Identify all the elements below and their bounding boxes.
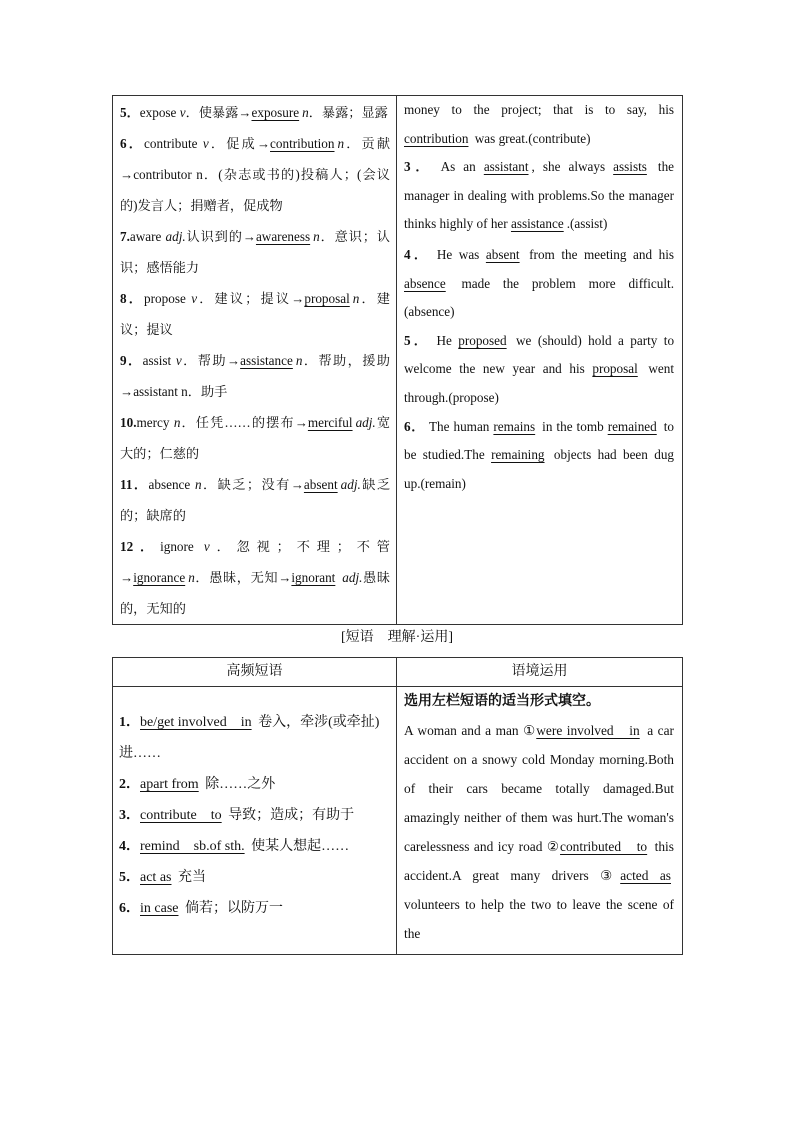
item-number: 6． — [119, 901, 140, 916]
meaning: 缺乏的；缺席的 — [120, 477, 391, 523]
answer-blank: assistant — [483, 159, 529, 175]
word: expose — [139, 105, 180, 120]
meaning: ．建议；提议→ — [197, 291, 305, 306]
item-number: 4． — [119, 839, 140, 854]
item-number: 2． — [119, 777, 140, 792]
answer-blank: apart from — [140, 777, 199, 792]
part-of-speech: n — [337, 136, 345, 151]
context-cell — [397, 687, 683, 955]
section-title: [短语 理解·运用] — [341, 630, 453, 645]
answer-blank: acted as — [620, 868, 671, 883]
item-number: 6． — [404, 418, 426, 434]
text: He was — [436, 246, 480, 262]
header-context: 语境运用 — [397, 658, 683, 687]
vocab-entry — [120, 531, 390, 624]
answer-blank: contribution — [404, 130, 469, 146]
worksheet — [112, 95, 682, 955]
meaning: ．任凭……的摆布→ — [180, 415, 308, 430]
vocab-entry — [120, 469, 390, 531]
item-number: 6． — [120, 136, 145, 151]
phrase-list-cell — [113, 687, 397, 955]
text: As an — [440, 159, 476, 175]
part-of-speech: n — [194, 477, 202, 492]
word-family-list — [113, 96, 396, 624]
phrase-item — [119, 707, 390, 769]
part-of-speech: n — [188, 570, 195, 585]
meaning: ．缺乏；没有→ — [201, 477, 304, 492]
meaning: 卷入，牵涉(或牵扯)进…… — [119, 715, 380, 761]
exercise-4 — [404, 241, 674, 327]
instruction: 选用左栏短语的适当形式填空。 — [404, 694, 600, 709]
part-of-speech: n — [302, 105, 309, 120]
text: .(assist) — [566, 216, 608, 232]
phrase-item — [119, 769, 390, 800]
answer-blank: proposal — [592, 361, 638, 377]
part-of-speech: n — [313, 229, 320, 244]
answer-blank: were involved in — [536, 723, 640, 738]
answer-blank: remained — [607, 418, 657, 434]
meaning: 充当 — [177, 870, 206, 885]
phrase-table — [112, 657, 683, 955]
part-of-speech: v — [203, 539, 210, 554]
text: made the problem more difficult.(absence) — [404, 275, 674, 320]
item-number: 3． — [404, 159, 434, 175]
answer-blank: remind sb.of sth. — [140, 839, 245, 854]
answer-blank: contributed to — [560, 839, 648, 854]
part-of-speech: adj. — [165, 229, 186, 244]
item-number: 5． — [404, 332, 431, 348]
answer-blank: be/get involved in — [140, 715, 252, 730]
meaning: ．促成→ — [208, 136, 271, 151]
word: propose — [144, 291, 192, 306]
phrase-list — [113, 687, 396, 932]
word: contribute — [144, 136, 203, 151]
item-number: 5． — [119, 870, 140, 885]
meaning: 宽大的；仁慈的 — [120, 415, 391, 461]
word: absence — [148, 477, 195, 492]
word: assist — [142, 353, 176, 368]
answer-blank: ignorance — [133, 570, 186, 585]
answer-blank: exposure — [251, 105, 300, 120]
word: ignore — [160, 539, 204, 554]
text: The human — [428, 418, 490, 434]
text: A woman and a man ① — [404, 723, 537, 738]
answer-blank: remains — [493, 418, 536, 434]
answer-blank: assistance — [510, 216, 564, 232]
vocab-entry — [120, 221, 390, 283]
word: aware — [129, 229, 166, 244]
meaning: ．使暴露→ — [185, 105, 252, 120]
answer-blank: contribute to — [140, 808, 222, 823]
part-of-speech: v — [179, 105, 186, 120]
meaning: 导致；造成；有助于 — [228, 808, 355, 823]
part-of-speech: v — [191, 291, 198, 306]
phrase-item — [119, 831, 390, 862]
item-number: 3． — [119, 808, 140, 823]
text: went through.(propose) — [404, 361, 674, 405]
item-number: 7. — [120, 229, 130, 244]
answer-blank: proposed — [458, 332, 507, 348]
context-passage — [397, 687, 682, 954]
text: volunteers to help the two to leave the scene of the — [404, 897, 674, 941]
exercise-3 — [404, 153, 674, 239]
meaning: ．暴露；显露 — [308, 105, 388, 120]
phrase-item — [119, 862, 390, 893]
vocab-right-cell — [397, 96, 683, 625]
meaning: ．帮助，援助→assistant n．助手 — [120, 353, 390, 399]
part-of-speech: n — [352, 291, 360, 306]
meaning: 使某人想起…… — [251, 839, 350, 854]
item-number: 11． — [120, 477, 149, 492]
answer-blank: awareness — [255, 229, 311, 244]
exercise-5 — [404, 327, 674, 413]
answer-blank: ignorant — [291, 570, 336, 585]
text: to be studied.The — [404, 418, 675, 463]
text: a car accident on a snowy cold Monday morning.Both of their cars became totally damaged.But amazingly neither of them was hurt.The woman's carelessness and icy road ② — [404, 723, 674, 854]
meaning: 认识到的→ — [185, 229, 256, 244]
meaning: ．帮助→ — [181, 353, 241, 368]
item-number: 5． — [120, 105, 140, 120]
part-of-speech: v — [175, 353, 182, 368]
text: He — [436, 332, 452, 348]
vocab-entry — [120, 345, 390, 407]
part-of-speech: n — [173, 415, 181, 430]
answer-blank: act as — [140, 870, 172, 885]
part-of-speech: v — [202, 136, 209, 151]
answer-blank: merciful — [307, 415, 353, 430]
item-number: 12． — [120, 539, 161, 554]
text: we (should) hold a party to welcome the new year and his — [404, 332, 675, 377]
text: in the tomb — [542, 418, 604, 434]
text: was great.(contribute) — [474, 130, 591, 146]
vocab-entry — [120, 407, 390, 469]
word: mercy — [136, 415, 174, 430]
exercise-continued — [404, 96, 674, 153]
item-number: 10. — [120, 415, 137, 430]
answer-blank: assists — [613, 159, 647, 175]
exercise-6 — [404, 413, 674, 499]
header-phrases: 高频短语 — [113, 658, 397, 687]
part-of-speech: adj. — [355, 415, 376, 430]
vocab-entry — [120, 283, 390, 345]
text: , she always — [531, 159, 606, 175]
meaning: 愚昧的，无知的 — [120, 570, 391, 616]
text: this accident.A great many drivers ③ — [404, 839, 674, 883]
part-of-speech: adj. — [342, 570, 363, 585]
answer-blank: absence — [404, 275, 446, 291]
meaning: ．意识；认识；感悟能力 — [120, 229, 390, 275]
vocab-table — [112, 95, 683, 625]
answer-blank: absent — [303, 477, 338, 492]
text: money to the project; that is to say, his — [404, 102, 674, 117]
text: objects had been dug up.(remain) — [404, 447, 675, 491]
answer-blank: remaining — [491, 447, 545, 463]
answer-blank: proposal — [304, 291, 350, 306]
text: the manager in dealing with problems.So the manager thinks highly of her — [404, 159, 675, 232]
item-number: 8． — [120, 291, 145, 306]
word-form-exercises — [397, 96, 682, 498]
part-of-speech: n — [295, 353, 303, 368]
answer-blank: in case — [140, 901, 179, 916]
vocab-left-cell — [113, 96, 397, 625]
meaning: ．愚昧，无知→ — [194, 570, 292, 585]
vocab-entry — [120, 128, 390, 221]
vocab-entry — [120, 97, 390, 128]
item-number: 4． — [404, 246, 431, 262]
meaning: ．贡献→contributor n．(杂志或书的)投稿人；(会议的)发言人；捐赠者，促成物 — [120, 136, 391, 213]
meaning: ．建议；提议 — [120, 291, 390, 337]
phrase-item — [119, 800, 390, 831]
meaning: 倘若；以防万一 — [184, 901, 283, 916]
item-number: 9． — [120, 353, 143, 368]
meaning: ．忽视；不理；不管→ — [120, 539, 390, 585]
answer-blank: contribution — [270, 136, 335, 151]
answer-blank: assistance — [240, 353, 293, 368]
phrase-item — [119, 893, 390, 924]
answer-blank: absent — [485, 246, 520, 262]
text: from the meeting and his — [529, 246, 675, 262]
meaning: 除……之外 — [205, 777, 276, 792]
part-of-speech: adj. — [340, 477, 361, 492]
item-number: 1． — [119, 715, 140, 730]
